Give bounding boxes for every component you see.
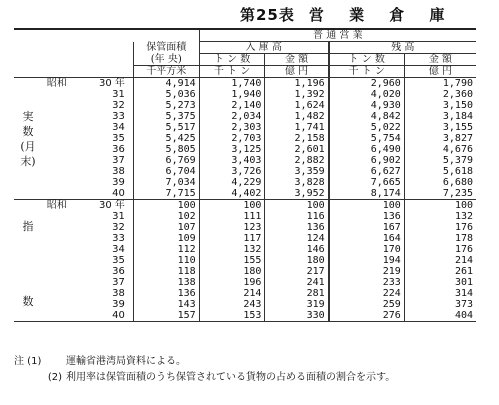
table-cell: 1,741 xyxy=(265,122,329,133)
era-label: 昭和 xyxy=(46,78,67,89)
table-cell: 243 xyxy=(199,299,265,310)
table-cell: 132 xyxy=(199,244,265,255)
table-cell: 110 xyxy=(133,255,199,266)
year-label xyxy=(42,177,133,188)
table-row xyxy=(14,177,476,188)
table-cell: 2,140 xyxy=(199,100,265,111)
table-cell: 1,740 xyxy=(199,78,265,90)
year-value: 40 xyxy=(112,310,125,321)
table-cell: 6,490 xyxy=(329,144,405,155)
table-cell: 330 xyxy=(265,310,329,322)
year-value: 30 年 xyxy=(98,200,125,211)
note-2-mark: (2) xyxy=(47,372,62,383)
table-cell: 1,392 xyxy=(265,89,329,100)
year-label xyxy=(42,122,133,133)
table-cell: 143 xyxy=(133,299,199,310)
table-cell: 1,790 xyxy=(404,78,476,90)
header-in-group: 入 庫 高 xyxy=(199,42,328,54)
year-label xyxy=(42,111,133,122)
year-value: 39 xyxy=(112,299,125,310)
table-row xyxy=(14,166,476,177)
table-cell: 404 xyxy=(404,310,476,322)
table-cell: 5,425 xyxy=(133,133,199,144)
table-row xyxy=(14,200,476,212)
table-cell: 2,034 xyxy=(199,111,265,122)
table-cell: 5,273 xyxy=(133,100,199,111)
table-cell: 3,726 xyxy=(199,166,265,177)
year-value: 36 xyxy=(112,266,125,277)
header-in-amt-unit: 億 円 xyxy=(265,66,329,78)
table-cell: 5,036 xyxy=(133,89,199,100)
table-title xyxy=(240,4,455,25)
table-cell: 4,842 xyxy=(329,111,405,122)
year-value: 39 xyxy=(112,177,125,188)
table-cell: 180 xyxy=(199,266,265,277)
table-cell: 153 xyxy=(199,310,265,322)
table-cell: 281 xyxy=(265,288,329,299)
header-group: 普 通 営 業 xyxy=(199,29,476,42)
table-cell: 102 xyxy=(133,211,199,222)
table-cell: 4,020 xyxy=(329,89,405,100)
table-cell: 217 xyxy=(265,266,329,277)
year-label xyxy=(42,166,133,177)
table-cell: 3,828 xyxy=(265,177,329,188)
header-area-sub: (年 央) xyxy=(133,54,199,66)
table-cell: 117 xyxy=(199,233,265,244)
table-cell: 1,624 xyxy=(265,100,329,111)
table-cell: 373 xyxy=(404,299,476,310)
table-cell: 3,403 xyxy=(199,155,265,166)
table-cell: 3,359 xyxy=(265,166,329,177)
year-value: 35 xyxy=(112,255,125,266)
header-rem-amt-unit: 億 円 xyxy=(404,66,476,78)
table-cell: 123 xyxy=(199,222,265,233)
year-value: 38 xyxy=(112,166,125,177)
table-cell: 176 xyxy=(404,222,476,233)
table-title-text: 営 業 倉 庫 xyxy=(308,6,455,24)
table-row xyxy=(14,277,476,288)
year-label xyxy=(42,222,133,233)
table-cell: 233 xyxy=(329,277,405,288)
table-row xyxy=(14,100,476,111)
year-value: 40 xyxy=(112,188,125,199)
year-label xyxy=(42,299,133,310)
table-row xyxy=(14,111,476,122)
warehouse-table xyxy=(14,28,476,322)
table-row xyxy=(14,122,476,133)
table-cell: 241 xyxy=(265,277,329,288)
table-cell: 3,184 xyxy=(404,111,476,122)
table-cell: 4,930 xyxy=(329,100,405,111)
table-cell: 124 xyxy=(265,233,329,244)
table-cell: 5,022 xyxy=(329,122,405,133)
table-row xyxy=(14,233,476,244)
table-cell: 146 xyxy=(265,244,329,255)
table-cell: 164 xyxy=(329,233,405,244)
table-cell: 7,665 xyxy=(329,177,405,188)
table-cell: 3,155 xyxy=(404,122,476,133)
table-cell: 194 xyxy=(329,255,405,266)
table-row xyxy=(14,155,476,166)
table-cell: 2,158 xyxy=(265,133,329,144)
table-cell: 276 xyxy=(329,310,405,322)
header-area: 保管面積 xyxy=(133,42,199,54)
table-cell: 109 xyxy=(133,233,199,244)
note-1 xyxy=(14,352,186,367)
table-cell: 219 xyxy=(329,266,405,277)
table-cell: 6,680 xyxy=(404,177,476,188)
table-cell: 111 xyxy=(199,211,265,222)
year-value: 34 xyxy=(112,244,125,255)
year-label xyxy=(42,255,133,266)
year-label xyxy=(42,233,133,244)
side-label-index xyxy=(14,200,42,322)
year-label xyxy=(42,155,133,166)
table-cell: 3,827 xyxy=(404,133,476,144)
table-cell: 100 xyxy=(133,200,199,212)
table-row xyxy=(14,288,476,299)
table-cell: 5,754 xyxy=(329,133,405,144)
table-cell: 261 xyxy=(404,266,476,277)
table-cell: 2,601 xyxy=(265,144,329,155)
year-label xyxy=(42,244,133,255)
table-cell: 1,482 xyxy=(265,111,329,122)
table-cell: 2,960 xyxy=(329,78,405,90)
year-label xyxy=(42,288,133,299)
table-cell: 214 xyxy=(199,288,265,299)
year-label xyxy=(42,200,133,212)
table-cell: 5,379 xyxy=(404,155,476,166)
header-in-amt: 金 額 xyxy=(265,54,329,66)
year-value: 31 xyxy=(112,211,125,222)
table-cell: 6,704 xyxy=(133,166,199,177)
table-cell: 259 xyxy=(329,299,405,310)
year-value: 32 xyxy=(112,222,125,233)
side-char: 数 xyxy=(22,294,34,308)
table-cell: 3,150 xyxy=(404,100,476,111)
table-cell: 4,402 xyxy=(199,188,265,200)
table-row xyxy=(14,89,476,100)
table-cell: 3,125 xyxy=(199,144,265,155)
table-row xyxy=(14,310,476,322)
table-cell: 319 xyxy=(265,299,329,310)
table-row xyxy=(14,133,476,144)
table-cell: 100 xyxy=(404,200,476,212)
table-cell: 5,805 xyxy=(133,144,199,155)
actual-section xyxy=(14,78,476,200)
table-cell: 7,034 xyxy=(133,177,199,188)
year-value: 38 xyxy=(112,288,125,299)
table-row xyxy=(14,255,476,266)
table-cell: 4,676 xyxy=(404,144,476,155)
header-rem-amt: 金 額 xyxy=(404,54,476,66)
table-cell: 136 xyxy=(329,211,405,222)
header-in-qty-unit: 千 ト ン xyxy=(199,66,265,78)
table-cell: 6,902 xyxy=(329,155,405,166)
table-row xyxy=(14,188,476,200)
header-rem-qty-unit: 千 ト ン xyxy=(329,66,405,78)
table-cell: 180 xyxy=(265,255,329,266)
table-cell: 6,769 xyxy=(133,155,199,166)
table-cell: 2,360 xyxy=(404,89,476,100)
year-value: 31 xyxy=(112,89,125,100)
side-char: (月 xyxy=(20,139,36,153)
table-cell: 100 xyxy=(265,200,329,212)
table-cell: 4,914 xyxy=(133,78,199,90)
table-cell: 136 xyxy=(133,288,199,299)
side-label-actual xyxy=(14,78,42,200)
year-value: 32 xyxy=(112,100,125,111)
table-cell: 157 xyxy=(133,310,199,322)
year-label xyxy=(42,211,133,222)
table-cell: 314 xyxy=(404,288,476,299)
table-cell: 224 xyxy=(329,288,405,299)
year-label xyxy=(42,133,133,144)
table-cell: 301 xyxy=(404,277,476,288)
table-cell: 214 xyxy=(404,255,476,266)
table-cell: 170 xyxy=(329,244,405,255)
table-cell: 1,196 xyxy=(265,78,329,90)
table-cell: 5,618 xyxy=(404,166,476,177)
table-cell: 4,229 xyxy=(199,177,265,188)
table-cell: 112 xyxy=(133,244,199,255)
year-label xyxy=(42,277,133,288)
table-cell: 132 xyxy=(404,211,476,222)
side-char: 数 xyxy=(22,124,34,138)
year-value: 34 xyxy=(112,122,125,133)
era-label: 昭和 xyxy=(46,200,67,211)
table-cell: 176 xyxy=(404,244,476,255)
year-label xyxy=(42,266,133,277)
side-char: 実 xyxy=(22,109,34,123)
side-char: 指 xyxy=(22,219,34,233)
year-value: 33 xyxy=(112,111,125,122)
table-cell: 116 xyxy=(265,211,329,222)
table-row xyxy=(14,78,476,90)
table-cell: 2,703 xyxy=(199,133,265,144)
table-cell: 6,627 xyxy=(329,166,405,177)
table-row xyxy=(14,244,476,255)
table-cell: 5,375 xyxy=(133,111,199,122)
table-cell: 107 xyxy=(133,222,199,233)
table-cell: 2,303 xyxy=(199,122,265,133)
table-cell: 7,715 xyxy=(133,188,199,200)
year-label xyxy=(42,78,133,90)
table-row xyxy=(14,299,476,310)
table-row xyxy=(14,211,476,222)
table-cell: 7,235 xyxy=(404,188,476,200)
table-cell: 136 xyxy=(265,222,329,233)
table-cell: 155 xyxy=(199,255,265,266)
note-2 xyxy=(14,368,395,383)
table-cell: 118 xyxy=(133,266,199,277)
header-rem-group: 残 高 xyxy=(329,42,476,54)
table-cell: 138 xyxy=(133,277,199,288)
table-number: 第25表 xyxy=(240,6,295,24)
note-1-text: 運輸省港湾局資料による。 xyxy=(66,356,186,367)
year-label xyxy=(42,89,133,100)
header-in-qty: ト ン 数 xyxy=(199,54,265,66)
table-cell: 100 xyxy=(199,200,265,212)
side-char: 末) xyxy=(20,154,36,168)
table-cell: 167 xyxy=(329,222,405,233)
table-cell: 3,952 xyxy=(265,188,329,200)
year-label xyxy=(42,188,133,200)
table-cell: 2,882 xyxy=(265,155,329,166)
table-row xyxy=(14,222,476,233)
table-cell: 5,517 xyxy=(133,122,199,133)
header-rem-qty: ト ン 数 xyxy=(329,54,405,66)
table-row xyxy=(14,144,476,155)
header-area-unit: 千平方米 xyxy=(133,66,199,78)
table-row xyxy=(14,266,476,277)
year-value: 30 年 xyxy=(98,78,125,89)
index-section xyxy=(14,200,476,322)
year-value: 33 xyxy=(112,233,125,244)
table-cell: 100 xyxy=(329,200,405,212)
table-cell: 1,940 xyxy=(199,89,265,100)
year-value: 35 xyxy=(112,133,125,144)
table-cell: 178 xyxy=(404,233,476,244)
year-value: 36 xyxy=(112,144,125,155)
year-label xyxy=(42,310,133,322)
year-value: 37 xyxy=(112,155,125,166)
table-cell: 8,174 xyxy=(329,188,405,200)
year-value: 37 xyxy=(112,277,125,288)
note-1-mark: 注 (1) xyxy=(14,356,42,367)
note-2-text: 利用率は保管面積のうち保管されている貨物の占める面積の割合を示す。 xyxy=(66,372,396,383)
year-label xyxy=(42,100,133,111)
table-cell: 196 xyxy=(199,277,265,288)
year-label xyxy=(42,144,133,155)
